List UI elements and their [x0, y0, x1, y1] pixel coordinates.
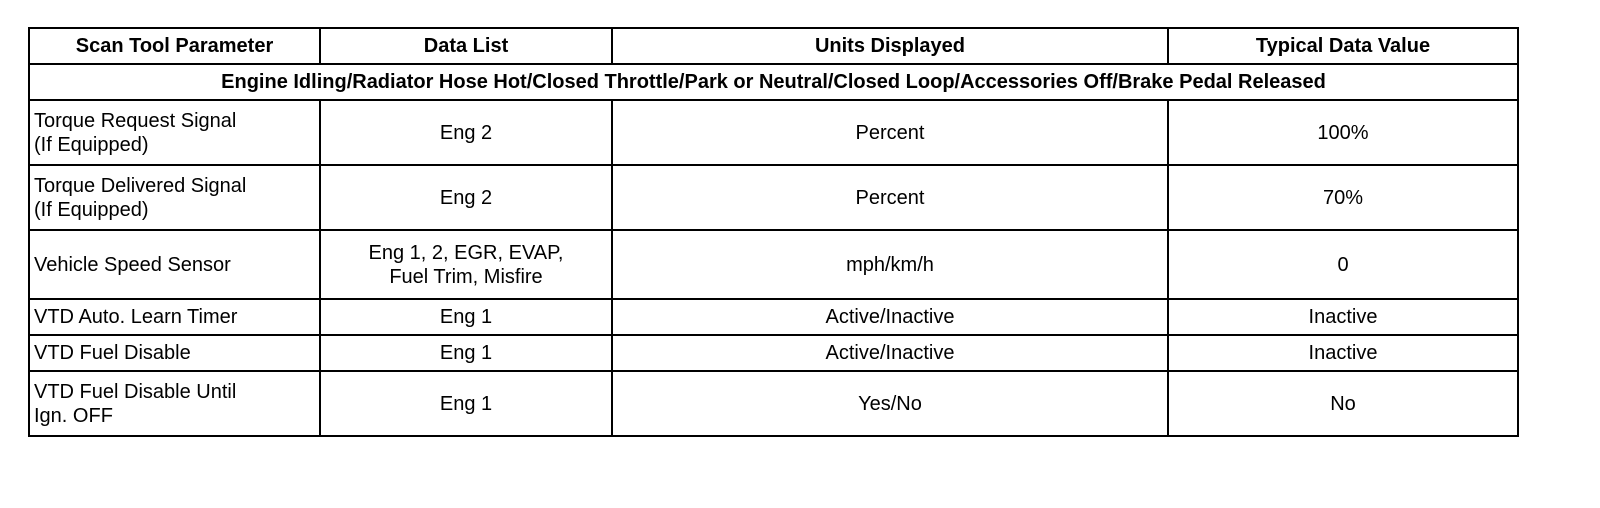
operating-condition: Engine Idling/Radiator Hose Hot/Closed Throttle/Park or Neutral/Closed Loop/Accessories Off/Brake Pedal Released	[29, 64, 1518, 100]
data-list-line: Eng 1, 2, EGR, EVAP,	[368, 241, 564, 264]
header-typical-data-value: Typical Data Value	[1168, 28, 1518, 64]
parameter-line: VTD Auto. Learn Timer	[34, 306, 238, 328]
data-list-line: Eng 2	[439, 186, 493, 209]
units-cell: Percent	[612, 100, 1168, 165]
parameter-line: (If Equipped)	[34, 133, 149, 156]
scan-tool-data-table	[28, 27, 1519, 437]
data-list-line: Fuel Trim, Misfire	[389, 265, 543, 288]
data-list-cell	[320, 230, 612, 299]
data-list-line: Eng 1	[439, 306, 493, 328]
table-row	[29, 299, 1518, 335]
parameter-line: Torque Request Signal	[34, 109, 237, 132]
parameter-cell	[29, 371, 320, 436]
table-row	[29, 371, 1518, 436]
condition-row	[29, 64, 1518, 100]
data-list-cell	[320, 371, 612, 436]
parameter-line: Vehicle Speed Sensor	[34, 253, 231, 276]
typical-value-cell: 0	[1168, 230, 1518, 299]
table-row	[29, 100, 1518, 165]
parameter-line: Ign. OFF	[34, 404, 113, 427]
header-row	[29, 28, 1518, 64]
typical-value-cell: 100%	[1168, 100, 1518, 165]
typical-value-cell: No	[1168, 371, 1518, 436]
parameter-cell	[29, 335, 320, 371]
data-list-cell	[320, 335, 612, 371]
parameter-line: VTD Fuel Disable Until	[34, 380, 237, 403]
header-data-list: Data List	[320, 28, 612, 64]
parameter-cell	[29, 230, 320, 299]
units-cell: Active/Inactive	[612, 335, 1168, 371]
units-cell: Yes/No	[612, 371, 1168, 436]
parameter-cell	[29, 299, 320, 335]
table-row	[29, 335, 1518, 371]
parameter-cell	[29, 100, 320, 165]
header-scan-tool-parameter: Scan Tool Parameter	[29, 28, 320, 64]
parameter-line: VTD Fuel Disable	[34, 342, 191, 364]
typical-value-cell: 70%	[1168, 165, 1518, 230]
units-cell: mph/km/h	[612, 230, 1168, 299]
typical-value-cell: Inactive	[1168, 299, 1518, 335]
data-list-line: Eng 2	[439, 121, 493, 144]
units-cell: Active/Inactive	[612, 299, 1168, 335]
typical-value-cell: Inactive	[1168, 335, 1518, 371]
table-row	[29, 165, 1518, 230]
data-list-line: Eng 1	[439, 392, 493, 415]
header-units-displayed: Units Displayed	[612, 28, 1168, 64]
data-list-cell	[320, 299, 612, 335]
data-list-cell	[320, 165, 612, 230]
parameter-cell	[29, 165, 320, 230]
units-cell: Percent	[612, 165, 1168, 230]
parameter-line: (If Equipped)	[34, 198, 149, 221]
data-list-cell	[320, 100, 612, 165]
table-row	[29, 230, 1518, 299]
parameter-line: Torque Delivered Signal	[34, 174, 247, 197]
data-list-line: Eng 1	[439, 342, 493, 364]
